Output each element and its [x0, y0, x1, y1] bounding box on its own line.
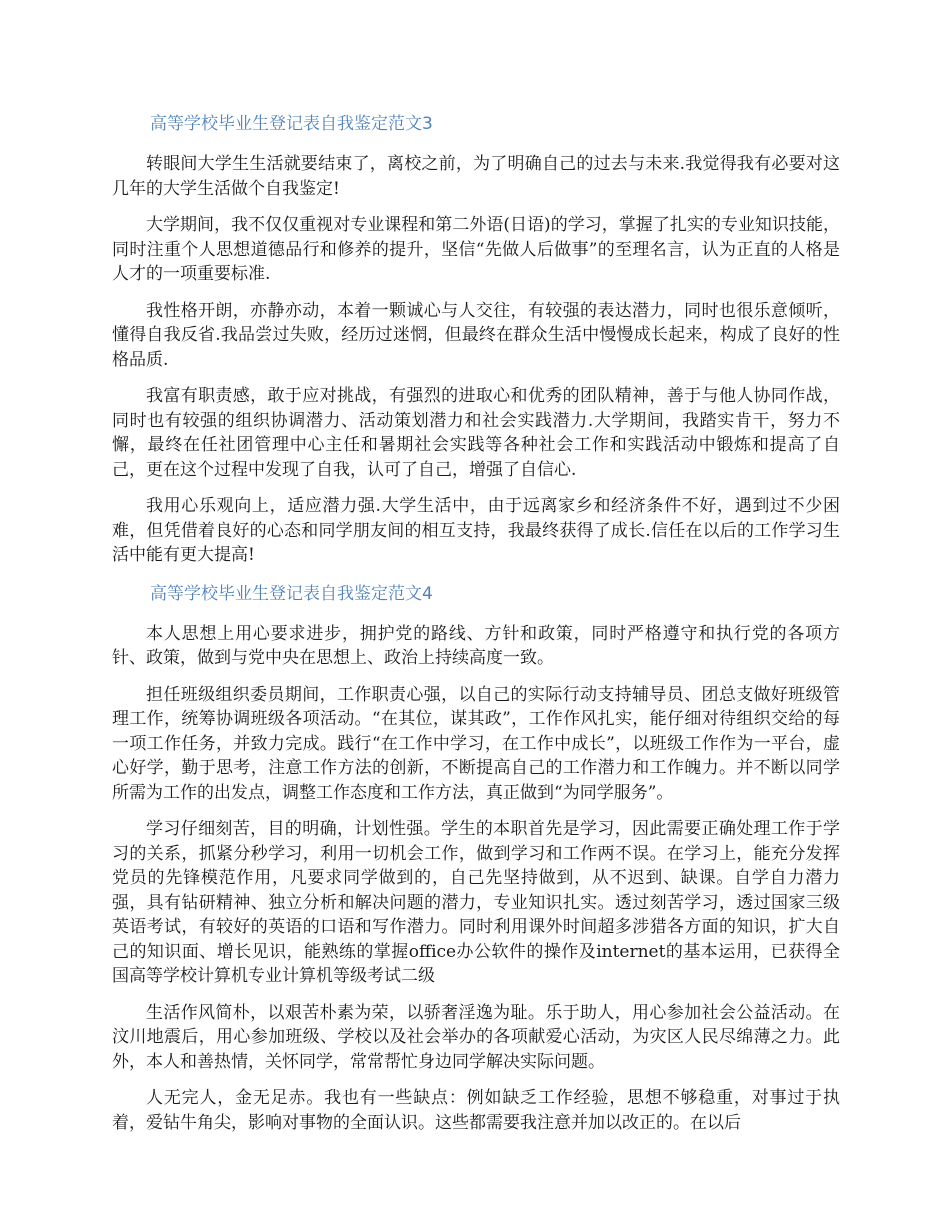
paragraph: 转眼间大学生生活就要结束了，离校之前，为了明确自己的过去与未来.我觉得我有必要对这几年的大学生活做个自我鉴定!: [112, 154, 840, 199]
paragraph: 学习仔细刻苦，目的明确，计划性强。学生的本职首先是学习，因此需要正确处理工作于学习的关系，抓紧分秒学习，利用一切机会工作，做到学习和工作两不误。在学习上，能充分发挥党员的先锋模范作用，凡要求同学做到的，自己先坚持做到，从不迟到、缺课。自学自力潜力强，具有钻研精神、独立分析和解决问题的潜力，专业知识扎实。透过刻苦学习，透过国家三级英语考试，有较好的英语的口语和写作潜力。同时利用课外时间超多涉猎各方面的知识，扩大自己的知识面、增长见识，能熟练的掌握office办公软件的操作及internet的基本运用，已获得全国高等学校计算机专业计算机等级考试二级: [112, 819, 840, 986]
paragraph: 人无完人，金无足赤。我也有一些缺点：例如缺乏工作经验，思想不够稳重，对事过于执着，爱钻牛角尖，影响对事物的全面认识。这些都需要我注意并加以改正的。在以后: [112, 1088, 840, 1133]
paragraph: 我用心乐观向上，适应潜力强.大学生活中，由于远离家乡和经济条件不好，遇到过不少困难，但凭借着良好的心态和同学朋友间的相互支持，我最终获得了成长.信任在以后的工作学习生活中能有更大提高!: [112, 496, 840, 565]
section-heading: 高等学校毕业生登记表自我鉴定范文3: [150, 114, 433, 134]
paragraph: 担任班级组织委员期间，工作职责心强，以自己的实际行动支持辅导员、团总支做好班级管理工作，统筹协调班级各项活动。“在其位，谋其政”，工作作风扎实，能仔细对待组织交给的每一项工作任务，并致力完成。践行“在工作中学习，在工作中成长”，以班级工作作为一平台，虚心好学，勤于思考，注意工作方法的创新，不断提高自己的工作潜力和工作魄力。并不断以同学所需为工作的出发点，调整工作态度和工作方法，真正做到“为同学服务”。: [112, 684, 840, 803]
section-heading: 高等学校毕业生登记表自我鉴定范文4: [150, 583, 433, 604]
section-3: [112, 110, 840, 568]
paragraph: 本人思想上用心要求进步，拥护党的路线、方针和政策，同时严格遵守和执行党的各项方针、政策，做到与党中央在思想上、政治上持续高度一致。: [112, 623, 840, 668]
paragraph: 我性格开朗，亦静亦动，本着一颗诚心与人交往，有较强的表达潜力，同时也很乐意倾听，懂得自我反省.我品尝过失败，经历过迷惘，但最终在群众生活中慢慢成长起来，构成了良好的性格品质.: [112, 300, 840, 370]
paragraph: 大学期间，我不仅仅重视对专业课程和第二外语(日语)的学习，掌握了扎实的专业知识技能，同时注重个人思想道德品行和修养的提升，坚信“先做人后做事”的至理名言，认为正直的人格是人才的一项重要标准.: [112, 215, 840, 284]
paragraph: 我富有职责感，敢于应对挑战，有强烈的进取心和优秀的团队精神，善于与他人协同作战，同时也有较强的组织协调潜力、活动策划潜力和社会实践潜力.大学期间，我踏实肯干，努力不懈，最终在任社团管理中心主任和暑期社会实践等各种社会工作和实践活动中锻炼和提高了自己，更在这个过程中发现了自我，认可了自己，增强了自信心.: [112, 386, 840, 480]
section-4: [112, 580, 840, 1136]
document-page: [112, 110, 840, 1147]
paragraph: 生活作风简朴，以艰苦朴素为荣，以骄奢淫逸为耻。乐于助人，用心参加社会公益活动。在汶川地震后，用心参加班级、学校以及社会举办的各项献爱心活动，为灾区人民尽绵薄之力。此外，本人和善热情，关怀同学，常常帮忙身边同学解决实际问题。: [112, 1002, 840, 1072]
